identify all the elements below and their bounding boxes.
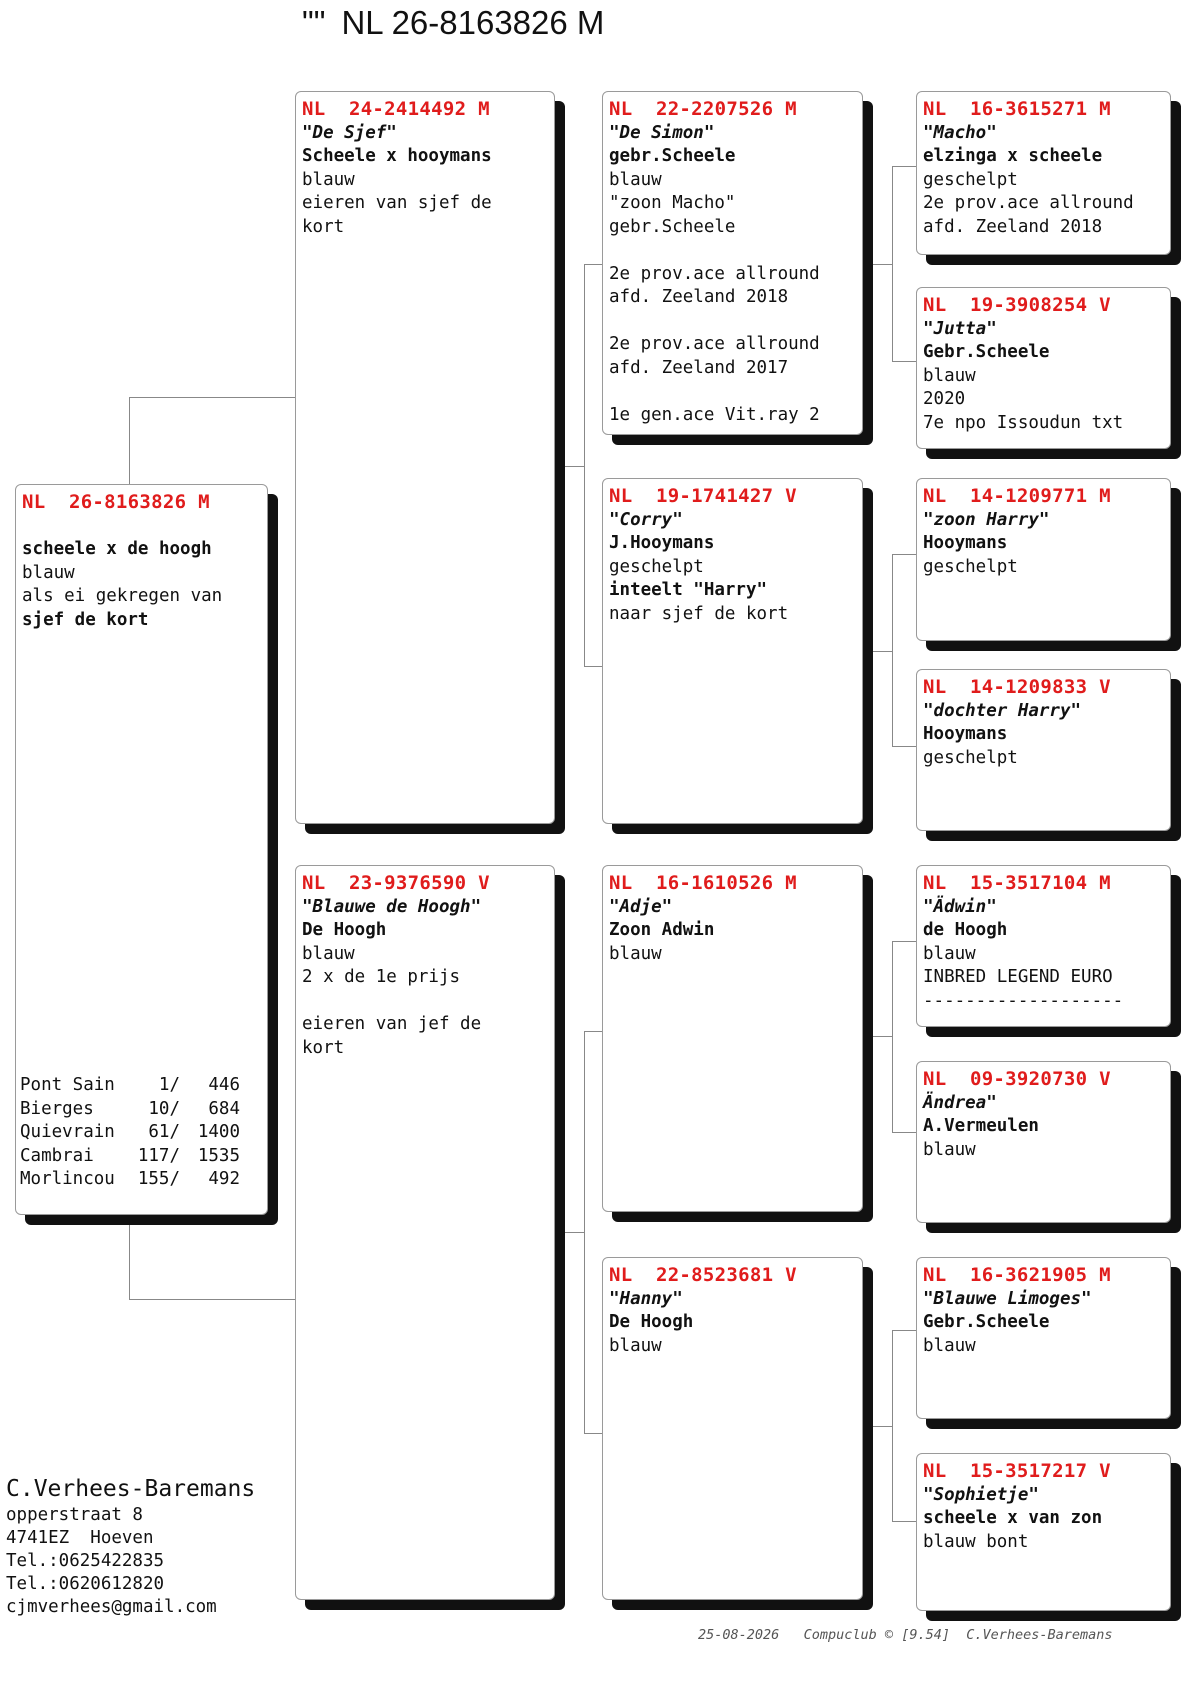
card-line: inteelt "Harry" [609,580,768,600]
connector-ss-h [863,264,893,265]
card-line: scheele x de hoogh [22,539,212,559]
pigeon-name: "Hanny" [609,1288,683,1309]
card-line [609,310,856,334]
connector-dd-v [892,1330,893,1521]
card-line: sjef de kort [22,609,149,630]
card-line: afd. Zeeland 2017 [609,357,789,378]
ring-number: NL 16-3615271 M [923,98,1111,120]
breeder: De Hoogh [302,920,387,940]
ring-number: NL 26-8163826 M [22,491,210,513]
pedigree-card-sire-dam [602,478,863,824]
card-line [609,380,856,404]
race-entries: 492 [208,1169,240,1189]
owner-street: opperstraat 8 [6,1505,143,1525]
owner-address [6,1474,255,1619]
ring-number: NL 16-1610526 M [609,872,797,894]
pigeon-name: "Corry" [609,509,683,530]
breeder: Scheele x hooymans [302,146,492,166]
card-line [22,515,261,539]
ring-number: NL 14-1209771 M [923,485,1111,507]
pigeon-name: "De Simon" [609,122,715,143]
card-line: geschelpt [923,169,1018,190]
connector-sd-top [892,554,916,555]
pigeon-name: "Blauwe Limoges" [923,1288,1092,1309]
race-place: 10/ [148,1098,180,1119]
race-entries: 684 [208,1098,240,1119]
pedigree-card-sss [916,91,1171,255]
connector-dam-top [584,1031,602,1032]
card-line: blauw [22,562,75,583]
owner-city: 4741EZ Hoeven [6,1528,154,1548]
pedigree-card-dsd [916,1061,1171,1223]
card-line: 2e prov.ace allround [609,263,820,284]
owner-email: cjmverhees@gmail.com [6,1597,217,1617]
card-line: geschelpt [609,556,704,577]
breeder: Gebr.Scheele [923,1312,1050,1332]
breeder: Gebr.Scheele [923,342,1050,362]
pigeon-name: "Ädwin" [923,896,997,917]
breeder: elzinga x scheele [923,146,1103,166]
pedigree-card-dam-sire [602,865,863,1212]
pigeon-name: "De Sjef" [302,122,397,143]
connector-ss-bottom [892,361,916,362]
breeder: Hooymans [923,724,1008,744]
ring-number: NL 09-3920730 V [923,1068,1111,1090]
card-line: blauw [609,1335,662,1356]
card-line: ------------------- [923,990,1124,1011]
card-line: blauw [923,943,976,964]
pigeon-name: "Jutta" [923,318,997,339]
card-line: eieren van sjef de [302,193,492,213]
ring-number: NL 15-3517104 M [923,872,1111,894]
connector-sire-top [584,264,602,265]
card-line: afd. Zeeland 2018 [923,216,1103,237]
card-line: 7e npo Issoudun txt [923,412,1124,433]
card-line: kort [302,1037,345,1058]
connector-dam-v [584,1031,585,1433]
card-line: blauw [609,943,662,964]
connector-ss-v [892,166,893,361]
card-line: "zoon Macho" [609,193,736,213]
pedigree-card-ddd [916,1453,1171,1611]
race-place: 1/ [158,1075,180,1095]
ring-number: NL 23-9376590 V [302,872,490,894]
card-line: geschelpt [923,556,1018,577]
race-name: Cambrai [20,1145,94,1166]
pedigree-card-ssd [916,287,1171,449]
ring-number: NL 24-2414492 M [302,98,490,120]
connector-sd-v [892,554,893,746]
breeder: gebr.Scheele [609,146,736,166]
race-name: Morlincou [20,1169,115,1189]
card-line: 2e prov.ace allround [609,334,820,354]
breeder: Hooymans [923,533,1008,553]
card-line: blauw [923,365,976,386]
pigeon-name: "Adje" [609,896,673,917]
ring-number: NL 22-2207526 M [609,98,797,120]
connector-ss-top [892,166,916,167]
title-quote: "" [302,4,326,41]
card-line: blauw [302,943,355,964]
race-entries: 1535 [197,1145,240,1166]
pigeon-name: "zoon Harry" [923,509,1050,530]
race-result-row [20,1168,256,1192]
card-line [609,239,856,263]
ring-number: NL 19-1741427 V [609,485,797,507]
pigeon-name: "Blauwe de Hoogh" [302,896,482,917]
card-line: geschelpt [923,747,1018,768]
pedigree-card-dam-dam [602,1257,863,1600]
connector-ds-h [863,1036,893,1037]
card-line: INBRED LEGEND EURO [923,967,1113,987]
card-line: blauw [609,169,662,190]
connector-sire-v [584,264,585,666]
connector-sire-bottom [584,666,602,667]
ring-number: NL 16-3621905 M [923,1264,1111,1286]
pedigree-card-sire-sire [602,91,863,435]
owner-name: C.Verhees-Baremans [6,1476,256,1502]
title-ring-number: NL 26-8163826 M [341,4,605,41]
race-result-row [20,1121,256,1145]
ring-number: NL 22-8523681 V [609,1264,797,1286]
breeder: J.Hooymans [609,533,715,553]
pigeon-name: Ändrea" [923,1092,997,1113]
connector-dam-h [555,1232,585,1233]
pedigree-card-dds [916,1257,1171,1419]
card-line: blauw bont [923,1531,1029,1552]
race-name: Pont Sain [20,1075,115,1095]
card-line: kort [302,216,345,237]
card-line: 1e gen.ace Vit.ray 2 [609,404,820,425]
race-result-row [20,1145,256,1169]
connector-sire-h [555,466,585,467]
breeder: Zoon Adwin [609,920,715,940]
owner-phone: Tel.:0625422835 [6,1551,165,1571]
race-results [20,1074,256,1192]
pedigree-card-sdd [916,669,1171,831]
connector-dd-top [892,1330,916,1331]
pedigree-card-sire [295,91,555,824]
connector-sd-bottom [892,746,916,747]
ring-number: NL 19-3908254 V [923,294,1111,316]
connector-ds-bottom [892,1132,916,1133]
card-line: blauw [302,169,355,190]
card-line: als ei gekregen van [22,586,223,606]
card-line: 2e prov.ace allround [923,193,1134,213]
footer-credit: 25-08-2026 Compuclub © [9.54] C.Verhees-Baremans [698,1627,1113,1643]
breeder: de Hoogh [923,920,1008,940]
card-line: blauw [923,1139,976,1160]
race-result-row [20,1074,256,1098]
race-name: Bierges [20,1098,94,1119]
card-line: afd. Zeeland 2018 [609,287,789,307]
pigeon-name: "Macho" [923,122,997,143]
card-line: blauw [923,1335,976,1356]
connector-sd-h [863,651,893,652]
connector-dd-h [863,1426,893,1427]
race-place: 155/ [137,1169,180,1189]
connector-ds-top [892,941,916,942]
card-line: eieren van jef de [302,1014,482,1034]
race-result-row [20,1098,256,1122]
breeder: scheele x van zon [923,1508,1103,1528]
race-name: Quievrain [20,1122,115,1142]
card-line [302,990,548,1014]
card-line: 2020 [923,389,966,409]
page-title [302,4,604,42]
breeder: A.Vermeulen [923,1116,1039,1136]
race-entries: 1400 [197,1122,240,1142]
owner-phone: Tel.:0620612820 [6,1574,165,1594]
breeder: De Hoogh [609,1312,694,1332]
pigeon-name: "dochter Harry" [923,700,1082,721]
race-entries: 446 [208,1075,240,1095]
race-place: 61/ [148,1122,180,1142]
card-line: 2 x de 1e prijs [302,967,461,987]
connector-subject-top [129,397,295,398]
pedigree-card-dss [916,865,1171,1027]
card-line: gebr.Scheele [609,216,736,237]
race-place: 117/ [137,1145,180,1166]
pigeon-name: "Sophietje" [923,1484,1039,1505]
connector-ds-v [892,941,893,1132]
card-line: naar sjef de kort [609,603,789,624]
connector-subject-bottom [129,1299,295,1300]
pedigree-card-sds [916,478,1171,641]
pedigree-card-dam [295,865,555,1600]
connector-dam-bottom [584,1433,602,1434]
connector-dd-bottom [892,1521,916,1522]
ring-number: NL 14-1209833 V [923,676,1111,698]
ring-number: NL 15-3517217 V [923,1460,1111,1482]
